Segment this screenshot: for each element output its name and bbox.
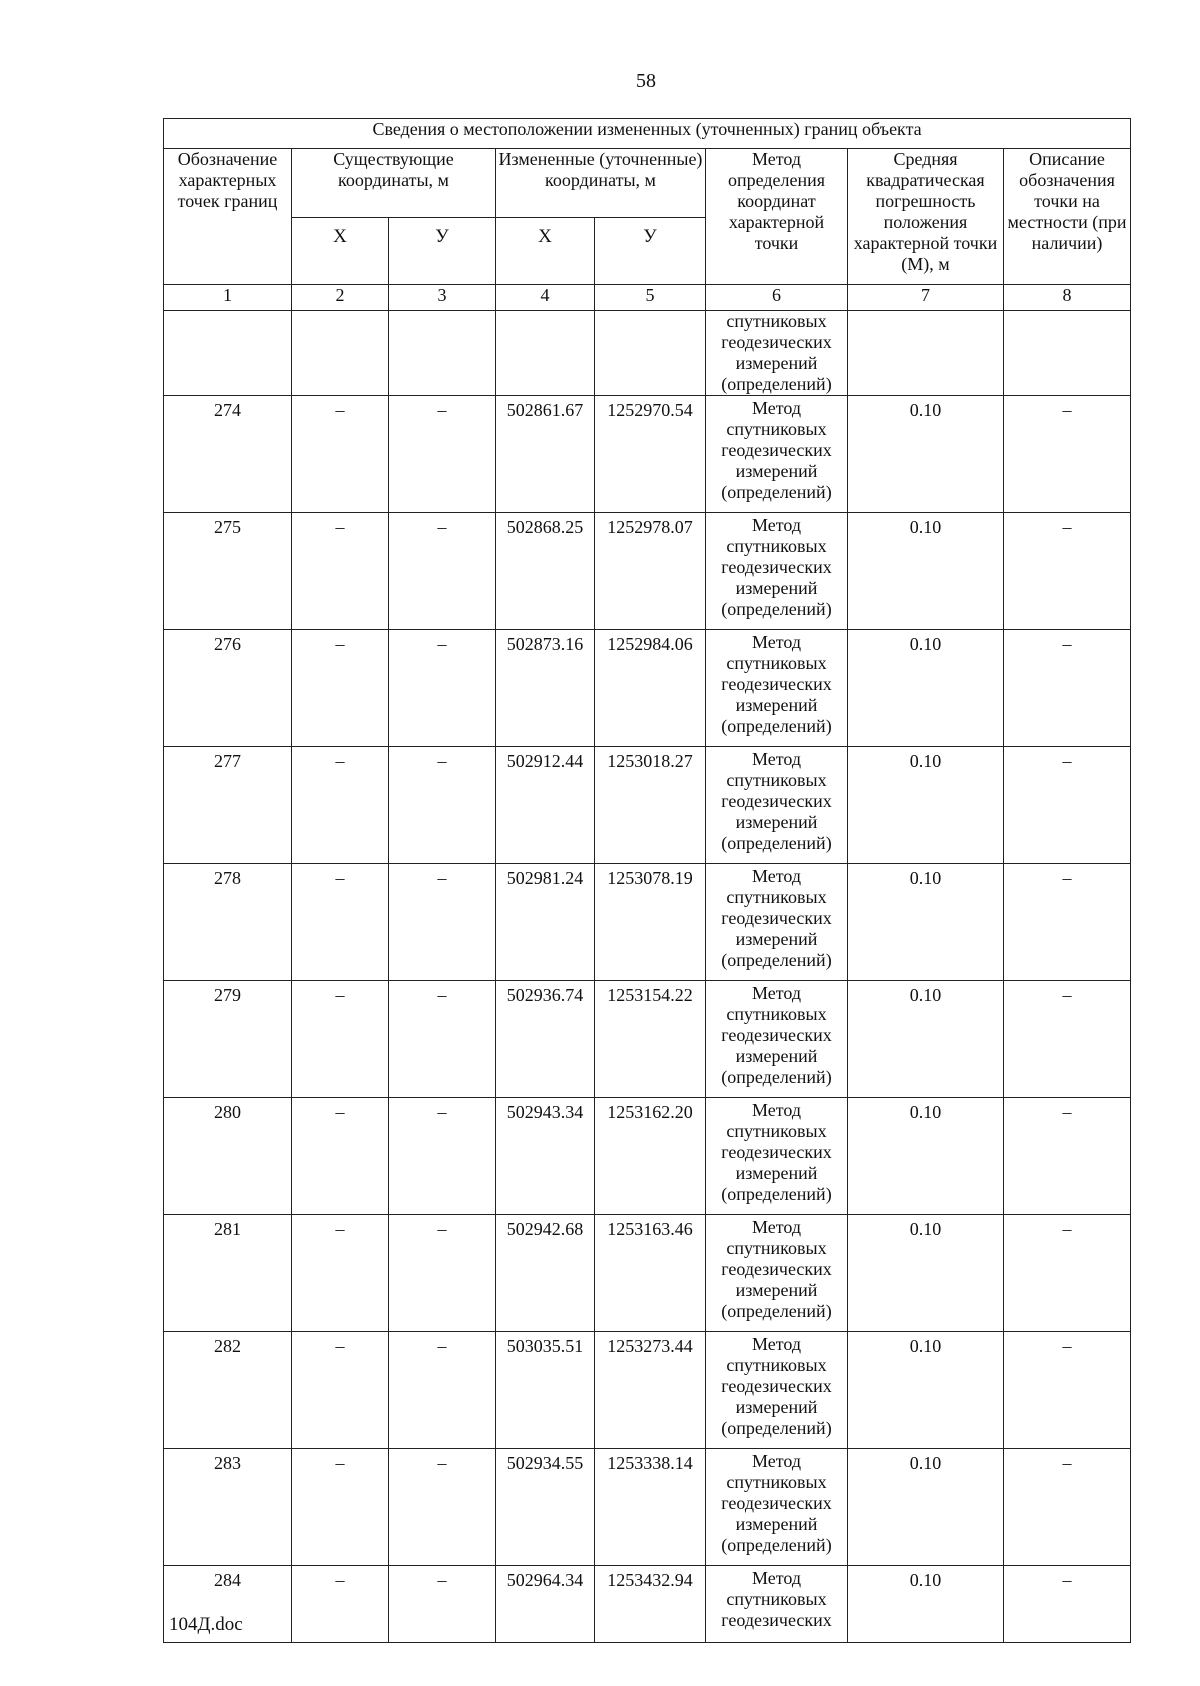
error-cell: 0.10 [848, 630, 1004, 747]
method-line: (определений) [721, 1184, 832, 1204]
method-line: геодезических [721, 1025, 832, 1045]
column-number: 6 [706, 285, 848, 311]
changed-x-cell: 502942.68 [496, 1215, 595, 1332]
point-cell: 277 [164, 747, 292, 864]
existing-y-cell: – [389, 1332, 496, 1449]
column-number: 7 [848, 285, 1004, 311]
description-cell: – [1004, 1332, 1131, 1449]
method-cell [706, 864, 848, 981]
changed-x-cell: 502936.74 [496, 981, 595, 1098]
method-line: Метод [751, 515, 802, 535]
table-row [164, 630, 1131, 747]
boundary-coordinates-table [163, 118, 1131, 1643]
continued-row [164, 311, 1131, 396]
method-line: измерений [735, 812, 818, 832]
existing-y-cell: – [389, 1215, 496, 1332]
existing-x-cell [292, 311, 389, 396]
method-line: (определений) [721, 1067, 832, 1087]
point-cell: 275 [164, 513, 292, 630]
table-row [164, 513, 1131, 630]
method-cell [706, 747, 848, 864]
error-cell: 0.10 [848, 513, 1004, 630]
point-cell: 276 [164, 630, 292, 747]
method-line: Метод [751, 398, 802, 418]
method-line: спутниковых [726, 419, 827, 439]
point-cell: 279 [164, 981, 292, 1098]
method-line: измерений [735, 1046, 818, 1066]
changed-y-cell: 1252970.54 [595, 396, 706, 513]
method-line: (определений) [721, 482, 832, 502]
method-line: Метод [751, 1451, 802, 1471]
table-row [164, 1566, 1131, 1643]
error-cell: 0.10 [848, 396, 1004, 513]
changed-y-cell: 1253273.44 [595, 1332, 706, 1449]
method-line: геодезических [721, 332, 832, 352]
changed-y-cell [595, 311, 706, 396]
description-cell [1004, 311, 1131, 396]
column-number: 3 [389, 285, 496, 311]
error-cell: 0.10 [848, 1566, 1004, 1643]
existing-y-cell: – [389, 396, 496, 513]
existing-x-cell: – [292, 1449, 389, 1566]
method-line: Метод [751, 1217, 802, 1237]
method-line: измерений [735, 461, 818, 481]
existing-y-cell: – [389, 513, 496, 630]
table-row [164, 981, 1131, 1098]
method-line: геодезических [721, 440, 832, 460]
existing-y-cell: – [389, 981, 496, 1098]
error-cell: 0.10 [848, 981, 1004, 1098]
header-point-designation: Обозначение характерных точек границ [164, 149, 292, 285]
method-line: спутниковых [726, 311, 827, 331]
header-method: Метод определения координат характерной точки [706, 149, 848, 285]
column-number: 2 [292, 285, 389, 311]
method-cell [706, 513, 848, 630]
method-line: геодезических [721, 1142, 832, 1162]
column-number: 5 [595, 285, 706, 311]
existing-y-cell: – [389, 630, 496, 747]
method-line: Метод [751, 749, 802, 769]
changed-y-cell: 1253018.27 [595, 747, 706, 864]
error-cell [848, 311, 1004, 396]
changed-y-cell: 1253078.19 [595, 864, 706, 981]
changed-y-cell: 1253338.14 [595, 1449, 706, 1566]
footer-filename: 104Д.doc [169, 1614, 243, 1635]
method-line: (определений) [721, 1535, 832, 1555]
existing-y-cell: – [389, 1566, 496, 1643]
changed-y-cell: 1253154.22 [595, 981, 706, 1098]
method-line: спутниковых [726, 887, 827, 907]
table-row [164, 1215, 1131, 1332]
existing-y-cell: – [389, 1449, 496, 1566]
method-line: измерений [735, 1514, 818, 1534]
method-line: геодезических [721, 1610, 832, 1630]
description-cell: – [1004, 1215, 1131, 1332]
point-cell: 278 [164, 864, 292, 981]
method-line: измерений [735, 578, 818, 598]
method-line: Метод [751, 1334, 802, 1354]
changed-x-cell [496, 311, 595, 396]
method-line: измерений [735, 1163, 818, 1183]
method-line: измерений [735, 695, 818, 715]
method-line: спутниковых [726, 1121, 827, 1141]
method-line: геодезических [721, 557, 832, 577]
description-cell: – [1004, 1098, 1131, 1215]
existing-x-cell: – [292, 1215, 389, 1332]
table-row [164, 1332, 1131, 1449]
header-existing-coordinates: Существующие координаты, м [292, 149, 496, 218]
description-cell: – [1004, 513, 1131, 630]
changed-y-cell: 1253163.46 [595, 1215, 706, 1332]
error-cell: 0.10 [848, 1449, 1004, 1566]
table-row [164, 864, 1131, 981]
existing-x-cell: – [292, 747, 389, 864]
method-line: (определений) [721, 1301, 832, 1321]
description-cell: – [1004, 396, 1131, 513]
column-number: 4 [496, 285, 595, 311]
header-changed-coordinates: Измененные (уточненные) координаты, м [496, 149, 706, 218]
changed-y-cell: 1253432.94 [595, 1566, 706, 1643]
changed-x-cell: 502868.25 [496, 513, 595, 630]
method-line: Метод [751, 983, 802, 1003]
method-cell [706, 1332, 848, 1449]
changed-x-cell: 502912.44 [496, 747, 595, 864]
changed-y-cell: 1253162.20 [595, 1098, 706, 1215]
method-line: спутниковых [726, 653, 827, 673]
point-cell: 280 [164, 1098, 292, 1215]
point-cell: 284 [164, 1566, 292, 1643]
error-cell: 0.10 [848, 1332, 1004, 1449]
method-line: геодезических [721, 1259, 832, 1279]
point-cell: 283 [164, 1449, 292, 1566]
method-line: измерений [735, 929, 818, 949]
method-line: Метод [751, 1100, 802, 1120]
error-cell: 0.10 [848, 1098, 1004, 1215]
method-line: спутниковых [726, 1355, 827, 1375]
description-cell: – [1004, 864, 1131, 981]
existing-y-cell: – [389, 747, 496, 864]
method-line: геодезических [721, 1376, 832, 1396]
method-line: (определений) [721, 716, 832, 736]
method-line: измерений [735, 1280, 818, 1300]
changed-x-cell: 503035.51 [496, 1332, 595, 1449]
method-cell [706, 1449, 848, 1566]
existing-x-cell: – [292, 1566, 389, 1643]
method-line: (определений) [721, 950, 832, 970]
changed-y-cell: 1252984.06 [595, 630, 706, 747]
method-line: (определений) [721, 374, 832, 394]
existing-y-cell: – [389, 864, 496, 981]
column-number-row [164, 285, 1131, 311]
header-existing-y: У [389, 218, 496, 285]
existing-y-cell: – [389, 1098, 496, 1215]
header-existing-x: Х [292, 218, 389, 285]
error-cell: 0.10 [848, 1215, 1004, 1332]
header-changed-y: У [595, 218, 706, 285]
method-line: спутниковых [726, 536, 827, 556]
error-cell: 0.10 [848, 864, 1004, 981]
page-number: 58 [636, 70, 656, 92]
method-line: Метод [751, 866, 802, 886]
method-line: (определений) [721, 833, 832, 853]
existing-x-cell: – [292, 864, 389, 981]
table-caption: Сведения о местоположении измененных (уточненных) границ объекта [164, 119, 1131, 149]
existing-x-cell: – [292, 1332, 389, 1449]
table-row [164, 1449, 1131, 1566]
column-number: 8 [1004, 285, 1131, 311]
method-line: спутниковых [726, 770, 827, 790]
changed-x-cell: 502873.16 [496, 630, 595, 747]
existing-x-cell: – [292, 630, 389, 747]
description-cell: – [1004, 1566, 1131, 1643]
point-cell: 274 [164, 396, 292, 513]
method-line: спутниковых [726, 1589, 827, 1609]
description-cell: – [1004, 1449, 1131, 1566]
method-cell [706, 1566, 848, 1643]
changed-x-cell: 502964.34 [496, 1566, 595, 1643]
table-row [164, 747, 1131, 864]
existing-x-cell: – [292, 1098, 389, 1215]
point-cell: 281 [164, 1215, 292, 1332]
method-line: геодезических [721, 674, 832, 694]
header-description: Описание обозначения точки на местности (при наличии) [1004, 149, 1131, 285]
description-cell: – [1004, 747, 1131, 864]
changed-x-cell: 502861.67 [496, 396, 595, 513]
method-line: измерений [735, 353, 818, 373]
error-cell: 0.10 [848, 747, 1004, 864]
changed-x-cell: 502934.55 [496, 1449, 595, 1566]
method-line: геодезических [721, 1493, 832, 1513]
changed-y-cell: 1252978.07 [595, 513, 706, 630]
method-line: спутниковых [726, 1004, 827, 1024]
method-line: геодезических [721, 908, 832, 928]
header-mean-square-error: Средняя квадратическая погрешность положения характерной точки (М), м [848, 149, 1004, 285]
changed-x-cell: 502981.24 [496, 864, 595, 981]
changed-x-cell: 502943.34 [496, 1098, 595, 1215]
point-cell: 282 [164, 1332, 292, 1449]
table-row [164, 1098, 1131, 1215]
existing-x-cell: – [292, 396, 389, 513]
method-cell [706, 311, 848, 396]
existing-y-cell [389, 311, 496, 396]
header-changed-x: Х [496, 218, 595, 285]
method-line: спутниковых [726, 1472, 827, 1492]
method-line: Метод [751, 1568, 802, 1588]
method-line: Метод [751, 632, 802, 652]
description-cell: – [1004, 981, 1131, 1098]
column-number: 1 [164, 285, 292, 311]
method-line: измерений [735, 1397, 818, 1417]
method-cell [706, 630, 848, 747]
table-row [164, 396, 1131, 513]
existing-x-cell: – [292, 981, 389, 1098]
method-cell [706, 1098, 848, 1215]
method-line: (определений) [721, 1418, 832, 1438]
method-cell [706, 1215, 848, 1332]
method-cell [706, 396, 848, 513]
existing-x-cell: – [292, 513, 389, 630]
method-line: геодезических [721, 791, 832, 811]
point-cell [164, 311, 292, 396]
description-cell: – [1004, 630, 1131, 747]
method-cell [706, 981, 848, 1098]
method-line: спутниковых [726, 1238, 827, 1258]
method-line: (определений) [721, 599, 832, 619]
